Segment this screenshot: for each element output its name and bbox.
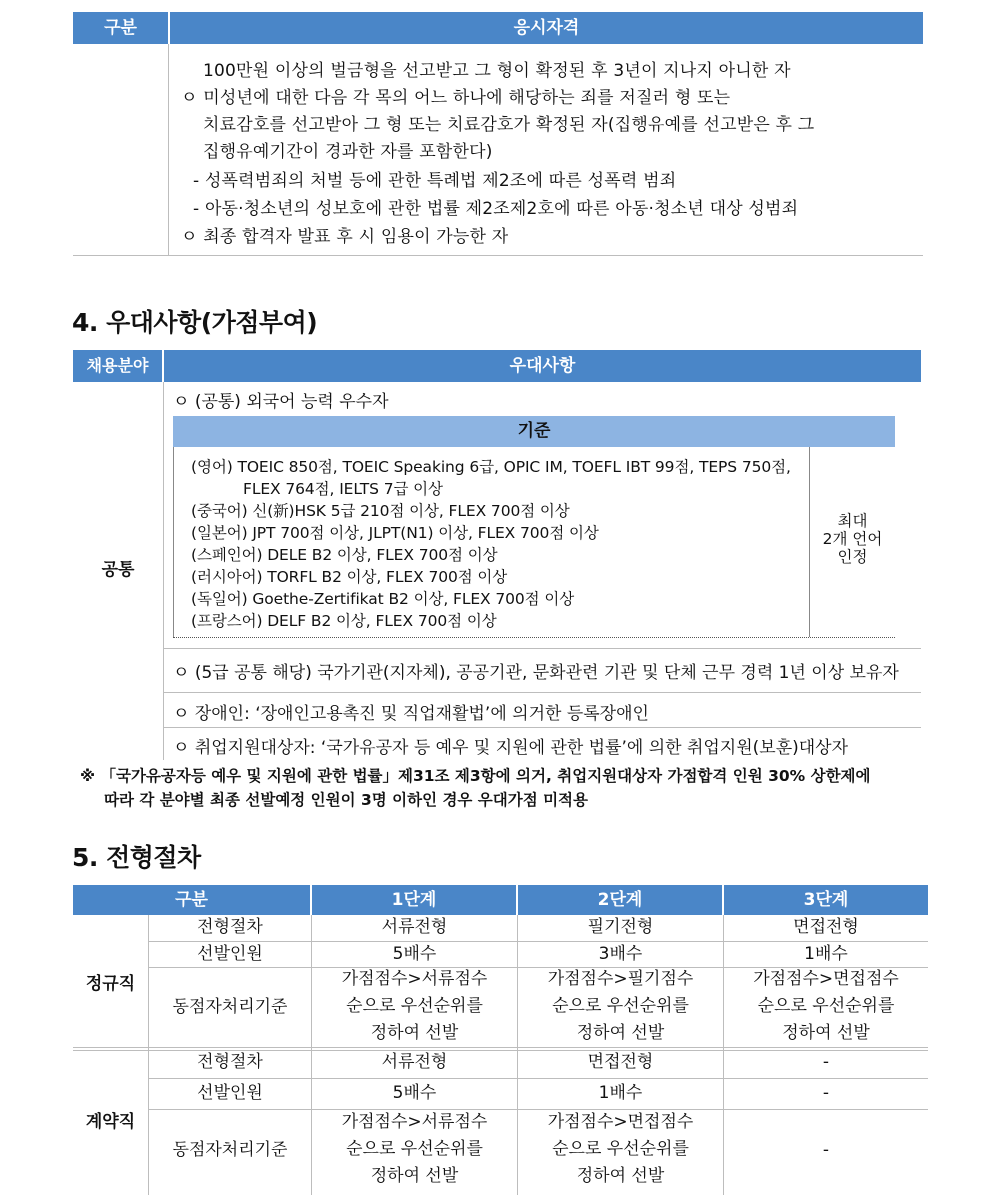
header-stage-2: 2단계 (518, 885, 722, 915)
row-divider (164, 727, 921, 728)
eligibility-line: 치료감호를 선고받아 그 형 또는 치료감호가 확정된 자(집행유예를 선고받은 후 그 (203, 115, 815, 135)
criteria-note (810, 512, 895, 566)
cell-stage-1: 5배수 (392, 944, 437, 964)
cell-line: 정하여 선발 (782, 1023, 870, 1043)
cell-line: 가점점수>서류점수 (341, 969, 488, 989)
header-field: 채용분야 (73, 350, 162, 382)
cell-stage-1: 서류전형 (381, 1052, 448, 1072)
header-preference: 우대사항 (164, 350, 921, 382)
section-5-title: 5. 전형절차 (72, 843, 201, 872)
cell-stage-1 (312, 1109, 517, 1190)
cell-stage-3: 면접전형 (793, 917, 859, 937)
cell-stage-3: - (822, 1140, 830, 1160)
row-label-selection: 선발인원 (197, 1083, 263, 1103)
group-divider (73, 1047, 928, 1048)
cell-stage-3 (724, 966, 928, 1047)
row-divider (164, 692, 921, 693)
eligibility-line: ㅇ 미성년에 대한 다음 각 목의 어느 하나에 해당하는 죄를 저질러 형 또는 (181, 88, 731, 108)
preference-item-experience: ㅇ (5급 공통 해당) 국가기관(지자체), 공공기관, 문화관련 기관 및 단체 근무 경력 1년 이상 보유자 (173, 663, 899, 683)
eligibility-line: 100만원 이상의 벌금형을 선고받고 그 형이 확정된 후 3년이 지나지 아니한 자 (203, 61, 791, 81)
cell-line: 정하여 선발 (576, 1023, 665, 1043)
cell-line: 순으로 우선순위를 (757, 996, 895, 1016)
cell-stage-1: 5배수 (392, 1083, 437, 1103)
header-category: 구분 (73, 12, 168, 44)
row-label-tiebreak: 동점자처리기준 (172, 997, 288, 1017)
procedure-table (73, 885, 928, 1195)
preference-table (73, 350, 921, 760)
preference-item-disability: ㅇ 장애인: ‘장애인고용촉진 및 직업재활법’에 의거한 등록장애인 (173, 704, 649, 724)
cell-line: 정하여 선발 (370, 1166, 459, 1186)
cell-stage-2: 면접전형 (587, 1052, 654, 1072)
cell-stage-3: - (822, 1052, 830, 1072)
cell-line: 가점점수>필기점수 (547, 969, 694, 989)
criteria-line: (중국어) 신(新)HSK 5급 210점 이상, FLEX 700점 이상 (191, 502, 570, 520)
row-divider (149, 1078, 928, 1079)
footnote-line-2: 따라 각 분야별 최종 선발예정 인원이 3명 이하인 경우 우대가점 미적용 (104, 791, 588, 809)
criteria-line: (영어) TOEIC 850점, TOEIC Speaking 6급, OPIC IM, TOEFL IBT 99점, TEPS 750점, (191, 458, 791, 476)
cell-stage-2: 필기전형 (587, 917, 654, 937)
cell-line: 순으로 우선순위를 (346, 996, 483, 1016)
eligibility-line: - 아동·청소년의 성보호에 관한 법률 제2조제2호에 따른 아동·청소년 대상 성범죄 (193, 199, 799, 219)
criteria-line: (스페인어) DELE B2 이상, FLEX 700점 이상 (191, 546, 498, 564)
cell-line: 가점점수>면접점수 (753, 969, 899, 989)
criteria-line: (프랑스어) DELF B2 이상, FLEX 700점 이상 (191, 612, 497, 630)
eligibility-table-header (73, 12, 923, 44)
eligibility-line: 집행유예기간이 경과한 자를 포함한다) (203, 142, 493, 162)
criteria-note-line: 2개 언어 (822, 530, 883, 548)
criteria-line: FLEX 764점, IELTS 7급 이상 (243, 480, 443, 498)
header-stage-3: 3단계 (724, 885, 928, 915)
row-label-tiebreak: 동점자처리기준 (172, 1140, 288, 1160)
cell-stage-3: - (822, 1083, 830, 1103)
cell-line: 순으로 우선순위를 (552, 1139, 689, 1159)
footnote-line-1: ※ 「국가유공자등 예우 및 지원에 관한 법률」제31조 제3항에 의거, 취업지원대상자 가점합격 인원 30% 상한제에 (80, 767, 871, 785)
row-label-procedure: 전형절차 (197, 917, 263, 937)
row-label-selection: 선발인원 (197, 944, 263, 964)
cell-line: 순으로 우선순위를 (552, 996, 689, 1016)
field-common: 공통 (101, 560, 135, 580)
preference-item-language: ㅇ (공통) 외국어 능력 우수자 (173, 392, 389, 412)
cell-line: 정하여 선발 (370, 1023, 459, 1043)
cell-stage-2 (518, 966, 723, 1047)
criteria-line: (일본어) JPT 700점 이상, JLPT(N1) 이상, FLEX 700점 이상 (191, 524, 599, 542)
header-stage-1: 1단계 (312, 885, 516, 915)
cell-stage-1: 서류전형 (381, 917, 448, 937)
section-4-title: 4. 우대사항(가점부여) (72, 308, 318, 337)
cell-stage-2 (518, 1109, 723, 1190)
cell-line: 정하여 선발 (576, 1166, 665, 1186)
cell-line: 가점점수>서류점수 (341, 1112, 488, 1132)
criteria-table (173, 416, 895, 638)
column-divider (163, 382, 164, 760)
group-regular: 정규직 (85, 974, 136, 994)
criteria-note-line: 인정 (837, 548, 868, 566)
eligibility-table (73, 12, 923, 256)
criteria-line: (러시아어) TORFL B2 이상, FLEX 700점 이상 (191, 568, 508, 586)
cell-stage-1 (312, 966, 517, 1047)
row-divider (164, 648, 921, 649)
cell-line: 순으로 우선순위를 (346, 1139, 483, 1159)
row-label-procedure: 전형절차 (197, 1052, 263, 1072)
cell-stage-3: 1배수 (804, 944, 848, 964)
cell-line: 가점점수>면접점수 (547, 1112, 694, 1132)
preference-item-veterans: ㅇ 취업지원대상자: ‘국가유공자 등 예우 및 지원에 관한 법률’에 의한 취업지원(보훈)대상자 (173, 738, 849, 758)
eligibility-line: ㅇ 최종 합격자 발표 후 시 임용이 가능한 자 (181, 227, 509, 247)
header-eligibility: 응시자격 (170, 12, 923, 44)
criteria-header: 기준 (173, 416, 895, 447)
column-divider (168, 44, 169, 256)
cell-stage-2: 1배수 (598, 1083, 643, 1103)
cell-stage-2: 3배수 (598, 944, 643, 964)
criteria-line: (독일어) Goethe-Zertifikat B2 이상, FLEX 700점 이상 (191, 590, 575, 608)
criteria-note-line: 최대 (837, 512, 868, 530)
header-category: 구분 (73, 885, 310, 915)
eligibility-line: - 성폭력범죄의 처벌 등에 관한 특례법 제2조에 따른 성폭력 범죄 (193, 171, 677, 191)
group-contract: 계약직 (85, 1112, 136, 1132)
